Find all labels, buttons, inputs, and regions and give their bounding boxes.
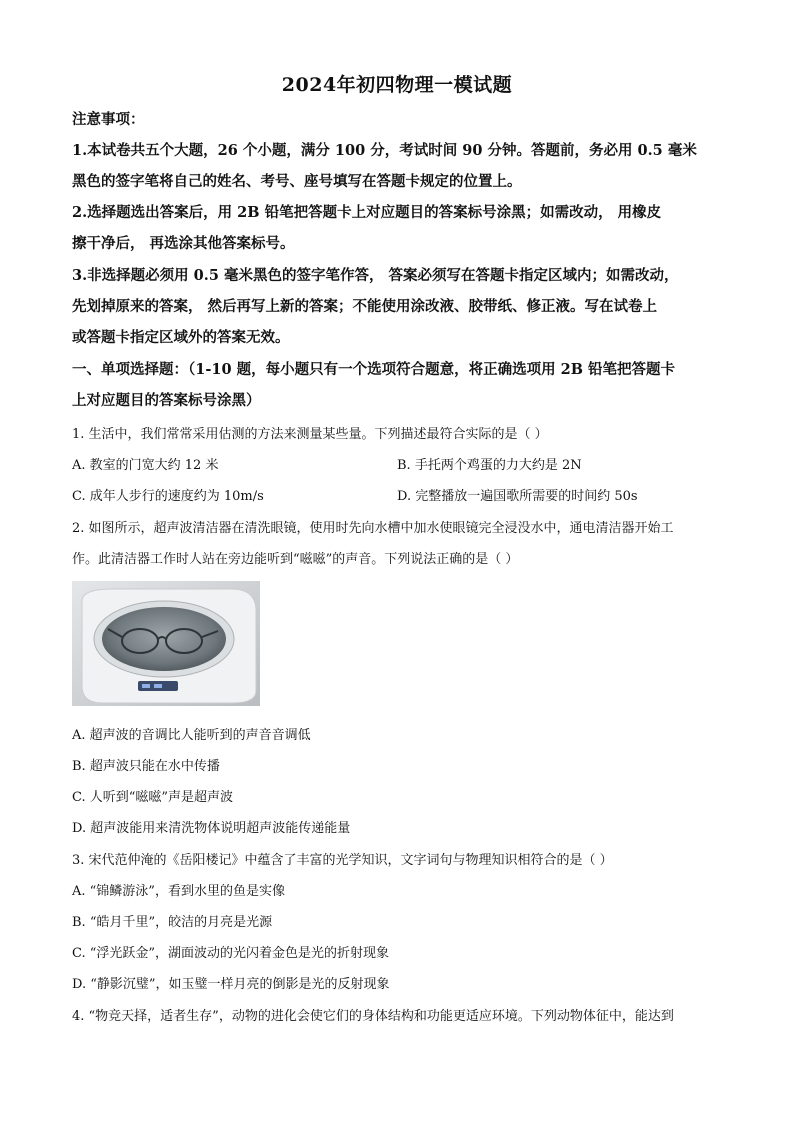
q3-option-b: B. “皓月千里”，皎洁的月亮是光源 xyxy=(72,915,273,930)
exam-title: 2024年初四物理一模试题 xyxy=(281,74,513,96)
q3-option-c: C. “浮光跃金”，湖面波动的光闪着金色是光的折射现象 xyxy=(72,946,390,961)
section1-heading-line-1: 一、单项选择题：（1-10 题，每小题只有一个选项符合题意，将正确选项用 2B 铅笔把答题卡 xyxy=(72,361,676,378)
q2-option-b: B. 超声波只能在水中传播 xyxy=(72,759,220,774)
q2-stem-line-2: 作。此清洁器工作时人站在旁边能听到“嗞嗞”的声音。下列说法正确的是（ ） xyxy=(72,552,519,567)
notice-line-5: 3.非选择题必须用 0.5 毫米黑色的签字笔作答， 答案必须写在答题卡指定区域内；如需改动， xyxy=(72,267,679,284)
notice-line-1: 1.本试卷共五个大题，26 个小题，满分 100 分，考试时间 90 分钟。答题前，务必用 0.5 毫米 xyxy=(72,142,697,159)
q1-stem: 1. 生活中，我们常常采用估测的方法来测量某些量。下列描述最符合实际的是（ ） xyxy=(72,427,548,442)
q2-option-d: D. 超声波能用来清洗物体说明超声波能传递能量 xyxy=(72,821,351,836)
q1-option-c: C. 成年人步行的速度约为 10m/s xyxy=(72,489,264,504)
q2-stem-line-1: 2. 如图所示，超声波清洁器在清洗眼镜，使用时先向水槽中加水使眼镜完全浸没水中，通电清洁器开始工 xyxy=(72,521,674,536)
q1-option-a: A. 教室的门宽大约 12 米 xyxy=(72,458,219,473)
q3-option-a: A. “锦鳞游泳”，看到水里的鱼是实像 xyxy=(72,884,285,899)
q4-stem: 4. “物竞天择，适者生存”，动物的进化会使它们的身体结构和功能更适应环境。下列动物体征中，能达到 xyxy=(72,1009,674,1024)
q3-stem: 3. 宋代范仲淹的《岳阳楼记》中蕴含了丰富的光学知识，文字词句与物理知识相符合的是（ ） xyxy=(72,853,613,868)
section1-heading-line-2: 上对应题目的答案标号涂黑） xyxy=(72,392,261,409)
notice-line-7: 或答题卡指定区域外的答案无效。 xyxy=(72,329,290,346)
q1-option-b: B. 手托两个鸡蛋的力大约是 2N xyxy=(397,458,582,473)
notice-line-2: 黑色的签字笔将自己的姓名、考号、座号填写在答题卡规定的位置上。 xyxy=(72,173,522,190)
notice-line-6: 先划掉原来的答案， 然后再写上新的答案；不能使用涂改液、胶带纸、修正液。写在试卷上 xyxy=(72,298,658,315)
notice-line-3: 2.选择题选出答案后，用 2B 铅笔把答题卡上对应题目的答案标号涂黑；如需改动， 用橡皮 xyxy=(72,204,662,221)
notice-line-4: 擦干净后， 再选涂其他答案标号。 xyxy=(72,235,295,252)
q1-option-d: D. 完整播放一遍国歌所需要的时间约 50s xyxy=(397,489,638,504)
q2-option-a: A. 超声波的音调比人能听到的声音音调低 xyxy=(72,728,311,743)
q2-option-c: C. 人听到“嗞嗞”声是超声波 xyxy=(72,790,234,805)
q3-option-d: D. “静影沉璧”，如玉璧一样月亮的倒影是光的反射现象 xyxy=(72,977,390,992)
notice-heading: 注意事项： xyxy=(72,111,145,128)
ultrasonic-cleaner-photo xyxy=(72,581,260,706)
